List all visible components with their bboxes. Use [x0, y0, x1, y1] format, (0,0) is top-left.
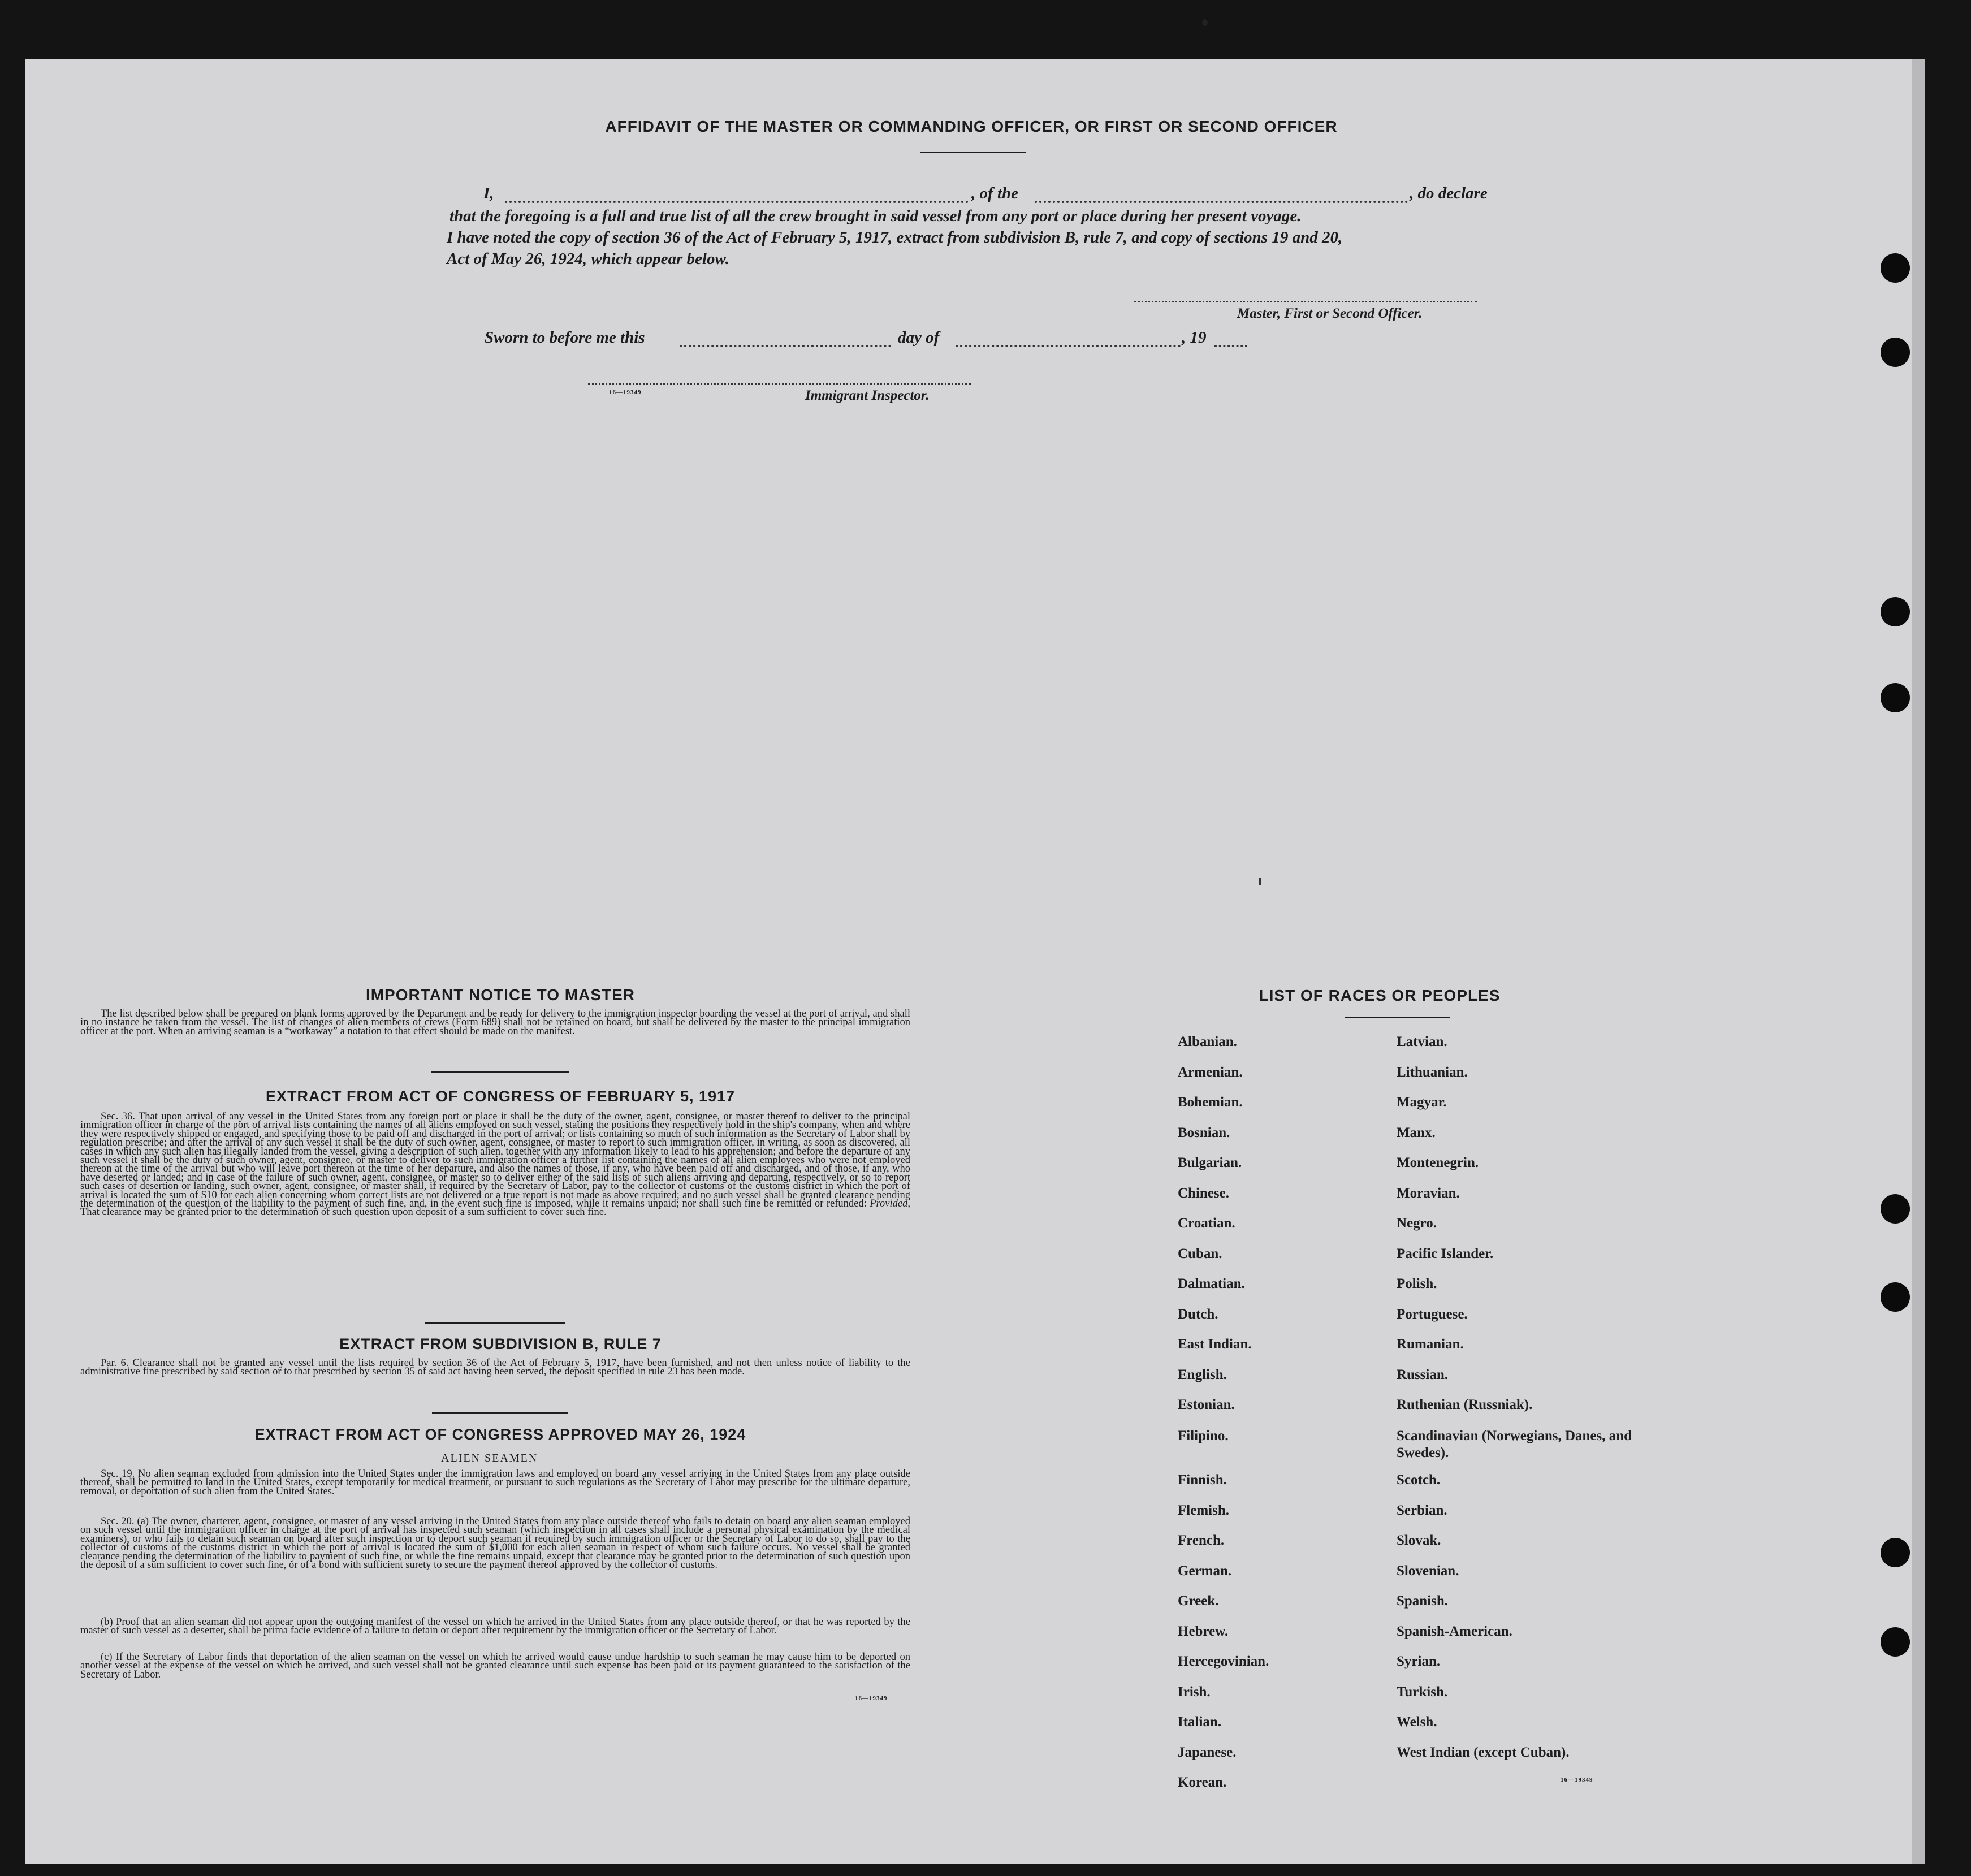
race-item: Montenegrin. — [1397, 1155, 1479, 1170]
race-item: Lithuanian. — [1397, 1064, 1468, 1080]
race-item: Greek. — [1178, 1593, 1219, 1609]
section-label: Sec. 19. — [101, 1468, 135, 1480]
section-19-text — [80, 1470, 910, 1496]
race-item: Ruthenian (Russniak). — [1397, 1397, 1533, 1412]
affidavit-title: AFFIDAVIT OF THE MASTER OR COMMANDING OFFICER, OR FIRST OR SECOND OFFICER — [605, 118, 1338, 135]
race-item: Armenian. — [1178, 1064, 1243, 1080]
race-item: Welsh. — [1397, 1714, 1437, 1730]
master-signature-label: Master, First or Second Officer. — [1237, 306, 1423, 321]
race-item: Slovenian. — [1397, 1563, 1459, 1579]
sworn-year-field[interactable] — [1214, 345, 1247, 347]
race-item: Spanish-American. — [1397, 1623, 1512, 1639]
race-item: Estonian. — [1178, 1397, 1235, 1412]
vessel-name-field[interactable] — [1035, 201, 1408, 203]
race-item: German. — [1178, 1563, 1232, 1579]
proviso-word: Provided, — [870, 1198, 910, 1210]
race-item: Cuban. — [1178, 1246, 1222, 1261]
race-item: Dalmatian. — [1178, 1276, 1245, 1291]
race-item: Scotch. — [1397, 1472, 1441, 1488]
race-item: Italian. — [1178, 1714, 1222, 1730]
form-number: 16—19349 — [609, 389, 642, 396]
section-36-body: That upon arrival of any vessel in the United States from any foreign port or place it shall be the duty of the owner, agent, consignee, or master thereof to deliver to the principal immigration officer in charge of the port of arrival lists containing the names of all aliens employed on such vessel, stating the positions they respectively hold in the ship's company, when and where they were respectively shipped or engaged, and specifying those to be paid off and discharged in the port of arrival; or lists containing so much of such information as the Secretary of Labor shall by regulation prescribe; and after the arrival of any such vessel it shall be the duty of such owner, agent, consignee, or master to report to such immigration officer, in writing, as soon as discovered, all cases in which any such alien has illegally landed from the vessel, giving a description of such alien, together with any information likely to lead to his apprehension; and before the departure of any such vessel it shall be the duty of such owner, agent, consignee, or master to deliver to such immigration officer a further list containing the names of all alien employees who were not employed thereon at the time of the arrival but who will leave port thereon at the time of her departure, and also the names of those, if any, who have been paid off and discharged, and of those, if any, who have deserted or landed; and in case of the failure of such owner, agent, consignee, or master so to deliver either of the said lists of such aliens arriving and departing, respectively, or so to report such cases of desertion or landing, such owner, agent, consignee, or master shall, if required by the Secretary of Labor, pay to the collector of customs of the customs district in which the port of arrival is located the sum of $10 for each alien concerning whom correct lists are not delivered or a true report is not made as above required; and no such vessel shall be granted clearance pending the determination of the question of the liability to the payment of such fine, and, in the event such fine is imposed, while it remains unpaid; nor shall such fine be remitted or refunded: — [80, 1111, 910, 1210]
race-item: Pacific Islander. — [1397, 1246, 1494, 1261]
declarant-name-field[interactable] — [505, 201, 969, 203]
race-item: Hercegovinian. — [1178, 1654, 1269, 1669]
section-divider — [431, 1071, 569, 1073]
affidavit-line-3: I have noted the copy of section 36 of the Act of February 5, 1917, extract from subdivision B, rule 7, and copy of sections 19 and 20, — [447, 228, 1343, 247]
punch-hole — [1881, 338, 1910, 367]
race-item: Russian. — [1397, 1367, 1449, 1382]
races-title-underline — [1345, 1017, 1450, 1018]
race-item: Bulgarian. — [1178, 1155, 1242, 1170]
section-20a-body: (a) The owner, charterer, agent, consignee, or master of any vessel arriving in the United States from any place outside thereof who fails to detain on board any alien seaman employed on such vessel until the immigration officer in charge at the port of arrival has inspected such seaman (which inspection in all cases shall include a personal physical examination by the medical examiners), or who fails to detain such seaman on board after such inspection or to deport such seaman if required by such immigration officer or the Secretary of Labor to do so, shall pay to the collector of customs of the customs district in which the port of arrival is located the sum of $1,000 for each alien seaman in respect of whom such failure occurs. No vessel shall be granted clearance pending the determination of the liability to payment of such fine, or while the fine remains unpaid, except that clearance may be granted prior to the determination of such question upon the deposit of a sum sufficient to cover such fine, or of a bond with sufficient surety to secure the payment thereof approved by the collector of customs. — [80, 1516, 910, 1571]
rule-7-text: Par. 6. Clearance shall not be granted any vessel until the lists required by section 36 of the Act of February 5, 1917, have been furnished, and not then unless notice of liability to the administrative fine prescribed by said section or to that prescribed by section 35 of said act having been served, the deposit specified in rule 23 has been made. — [80, 1358, 910, 1378]
title-underline — [920, 152, 1026, 153]
declare-label: , do declare — [1410, 184, 1488, 202]
race-item: West Indian (except Cuban). — [1397, 1744, 1570, 1760]
affidavit-line-2: that the foregoing is a full and true list of all the crew brought in said vessel from any port or place during her present voyage. — [449, 207, 1302, 225]
declarant-intro: I, — [483, 184, 494, 202]
race-item: Bosnian. — [1178, 1125, 1230, 1140]
race-item: Scandinavian (Norwegians, Danes, and Swedes). — [1397, 1428, 1632, 1460]
race-item: Korean. — [1178, 1775, 1227, 1790]
dust-speck — [1259, 878, 1261, 885]
race-item: Albanian. — [1178, 1034, 1237, 1049]
race-item: Turkish. — [1397, 1684, 1448, 1700]
sworn-label: Sworn to before me this — [485, 328, 645, 347]
section-36-tail: That clearance may be granted prior to the determination of such question upon deposit of a sum sufficient to cover such fine. — [80, 1207, 607, 1218]
notice-text: The list described below shall be prepared on blank forms approved by the Department and be ready for delivery to the immigration inspector boarding the vessel at the port of arrival, and shall in no instance be taken from the vessel. The list of changes of alien members of crews (Form 689) shall not be retained on board, but shall be delivered by the master to the principal immigration officer at the port. When an arriving seaman is a “workaway” a notation to that effect should be made on the manifest. — [80, 1008, 910, 1037]
races-title: LIST OF RACES OR PEOPLES — [1259, 987, 1501, 1004]
sheet-edge-shadow — [1912, 59, 1925, 1864]
notice-title: IMPORTANT NOTICE TO MASTER — [365, 986, 636, 1004]
form-number: 16—19349 — [855, 1695, 888, 1702]
form-sheet — [25, 59, 1925, 1864]
race-item: Polish. — [1397, 1276, 1437, 1291]
punch-hole — [1881, 1627, 1910, 1657]
race-item: Rumanian. — [1397, 1337, 1464, 1352]
race-item: Dutch. — [1178, 1306, 1218, 1322]
race-item: Japanese. — [1178, 1744, 1237, 1760]
race-item: Spanish. — [1397, 1593, 1449, 1609]
race-item: Manx. — [1397, 1125, 1436, 1140]
extract-1924-title: EXTRACT FROM ACT OF CONGRESS APPROVED MAY 26, 1924 — [254, 1426, 746, 1443]
race-item: Hebrew. — [1178, 1623, 1229, 1639]
sworn-month-field[interactable] — [956, 345, 1181, 347]
sworn-date-field[interactable] — [680, 345, 891, 347]
section-20b-text: (b) Proof that an alien seaman did not appear upon the outgoing manifest of the vessel on which he arrived in the United States from any place outside thereof, or that he was reported by the master of such vessel as a deserter, shall be prima facie evidence of a failure to detain or deport after requirement by the immigration officer or the Secretary of Labor. — [80, 1616, 910, 1637]
punch-hole — [1881, 1538, 1910, 1567]
inspector-signature-field[interactable] — [588, 383, 971, 385]
race-item: Finnish. — [1178, 1472, 1227, 1488]
race-item: Chinese. — [1178, 1185, 1229, 1201]
form-number: 16—19349 — [1561, 1776, 1593, 1783]
section-20c-text: (c) If the Secretary of Labor finds that deportation of the alien seaman on the vessel on which he arrived would cause undue hardship to such seaman he may cause him to be deported on another vessel at the expense of the vessel on which he arrived, and such vessel shall not be granted clearance until such expense has been paid or its payment guaranteed to the satisfaction of the Secretary of Labor. — [80, 1652, 910, 1680]
year-label: , 19 — [1182, 328, 1207, 347]
race-item: Slovak. — [1397, 1533, 1441, 1548]
race-item: Croatian. — [1178, 1216, 1235, 1231]
inspector-label: Immigrant Inspector. — [805, 388, 930, 403]
section-divider — [432, 1412, 568, 1414]
dust-speck — [1202, 19, 1208, 26]
extract-1917-text — [80, 1113, 910, 1217]
section-20a-text — [80, 1518, 910, 1570]
punch-hole — [1881, 253, 1910, 283]
punch-hole — [1881, 1194, 1910, 1224]
race-item: Portuguese. — [1397, 1306, 1468, 1322]
race-item: Filipino. — [1178, 1428, 1229, 1443]
section-label: Sec. 36. — [101, 1111, 135, 1122]
punch-hole — [1881, 597, 1910, 626]
race-item: Negro. — [1397, 1216, 1437, 1231]
race-item: Irish. — [1178, 1684, 1211, 1700]
punch-hole — [1881, 683, 1910, 712]
punch-hole — [1881, 1282, 1910, 1312]
race-item: Magyar. — [1397, 1095, 1447, 1110]
rule-7-title: EXTRACT FROM SUBDIVISION B, RULE 7 — [339, 1335, 662, 1352]
declarant-line — [483, 184, 494, 203]
race-item: Moravian. — [1397, 1185, 1460, 1201]
race-item: Serbian. — [1397, 1502, 1447, 1518]
race-item: English. — [1178, 1367, 1227, 1382]
race-item: Flemish. — [1178, 1502, 1229, 1518]
extract-1917-title: EXTRACT FROM ACT OF CONGRESS OF FEBRUARY 5, 1917 — [265, 1088, 736, 1105]
vessel-of-label: , of the — [971, 184, 1018, 202]
race-item: Latvian. — [1397, 1034, 1447, 1049]
section-19-body: No alien seaman excluded from admission into the United States under the immigration laws and employed on board any vessel arriving in the United States from any place outside thereof, shall be permitted to land in the United States, except temporarily for medical treatment, or pursuant to such regulations as the Secretary of Labor may prescribe for the ultimate departure, removal, or deportation of such alien from the United States. — [80, 1468, 911, 1497]
master-signature-field[interactable] — [1134, 301, 1477, 302]
race-item: French. — [1178, 1533, 1225, 1548]
race-item: Bohemian. — [1178, 1095, 1243, 1110]
alien-seamen-subtitle: ALIEN SEAMEN — [441, 1452, 538, 1464]
section-divider — [425, 1322, 565, 1324]
day-of-label: day of — [898, 328, 940, 347]
race-item: Syrian. — [1397, 1654, 1441, 1669]
race-item: East Indian. — [1178, 1337, 1252, 1352]
section-label: Sec. 20. — [101, 1516, 135, 1527]
affidavit-line-4: Act of May 26, 1924, which appear below. — [447, 250, 729, 268]
